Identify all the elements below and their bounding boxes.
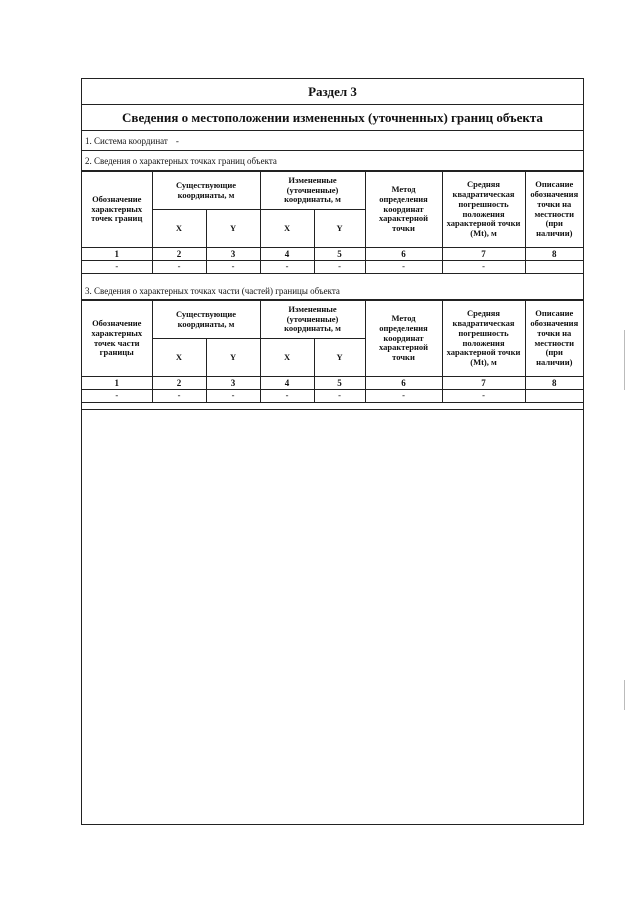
scan-mark	[624, 330, 625, 390]
part-boundary-points-table	[82, 300, 583, 403]
t1-cell: -	[260, 261, 314, 274]
t2-col-number: 7	[442, 377, 525, 390]
t2-header-y-existing: Y	[206, 339, 260, 377]
t1-header-y-changed: Y	[314, 210, 365, 248]
t2-header-changed: Измененные (уточненные) координаты, м	[260, 301, 365, 339]
t1-header-description: Описание обозначения точки на местности (при наличии)	[525, 172, 583, 248]
table-row	[82, 261, 583, 274]
t1-header-y-existing: Y	[206, 210, 260, 248]
t2-col-number: 4	[260, 377, 314, 390]
t1-header-point: Обозначение характерных точек границ	[82, 172, 152, 248]
t1-cell: -	[152, 261, 206, 274]
t2-cell: -	[365, 390, 442, 403]
t1-cell: -	[365, 261, 442, 274]
t1-header-error: Средняя квадратическая погрешность положения характерной точки (Mt), м	[442, 172, 525, 248]
t2-header-existing: Существующие координаты, м	[152, 301, 260, 339]
t1-cell: -	[206, 261, 260, 274]
t1-col-number: 1	[82, 248, 152, 261]
section-title: Раздел 3	[82, 79, 583, 105]
t1-col-number: 8	[525, 248, 583, 261]
table2-caption: 3. Сведения о характерных точках части (частей) границы объекта	[82, 282, 583, 300]
t2-header-x-changed: X	[260, 339, 314, 377]
t2-col-number: 1	[82, 377, 152, 390]
table-row	[82, 390, 583, 403]
t1-cell: -	[442, 261, 525, 274]
t1-cell: -	[82, 261, 152, 274]
t2-col-number: 5	[314, 377, 365, 390]
t1-header-method: Метод определения координат характерной точки	[365, 172, 442, 248]
t2-cell: -	[82, 390, 152, 403]
t2-cell: -	[314, 390, 365, 403]
t2-header-y-changed: Y	[314, 339, 365, 377]
coordinate-system-value: -	[175, 135, 179, 146]
t2-col-number: 8	[525, 377, 583, 390]
t2-cell: -	[152, 390, 206, 403]
t2-header-point: Обозначение характерных точек части границы	[82, 301, 152, 377]
document-frame	[81, 78, 584, 825]
t2-col-number: 6	[365, 377, 442, 390]
t1-header-changed: Измененные (уточненные) координаты, м	[260, 172, 365, 210]
boundary-points-table	[82, 171, 583, 274]
t1-col-number: 2	[152, 248, 206, 261]
t1-col-number: 4	[260, 248, 314, 261]
t2-header-method: Метод определения координат характерной точки	[365, 301, 442, 377]
t1-col-number: 5	[314, 248, 365, 261]
table-bottom-rule	[82, 409, 583, 410]
t2-cell	[525, 390, 583, 403]
t2-col-number: 2	[152, 377, 206, 390]
t2-cell: -	[206, 390, 260, 403]
t1-header-x-existing: X	[152, 210, 206, 248]
t1-col-number: 6	[365, 248, 442, 261]
t2-header-x-existing: X	[152, 339, 206, 377]
t1-cell: -	[314, 261, 365, 274]
t1-cell	[525, 261, 583, 274]
t2-header-description: Описание обозначения точки на местности (при наличии)	[525, 301, 583, 377]
t1-header-existing: Существующие координаты, м	[152, 172, 260, 210]
table-row	[82, 377, 583, 390]
t2-cell: -	[442, 390, 525, 403]
t1-col-number: 7	[442, 248, 525, 261]
t2-header-error: Средняя квадратическая погрешность положения характерной точки (Mt), м	[442, 301, 525, 377]
t1-col-number: 3	[206, 248, 260, 261]
table1-caption: 2. Сведения о характерных точках границ объекта	[82, 151, 583, 171]
t1-header-x-changed: X	[260, 210, 314, 248]
coordinate-system-label: 1. Система координат	[85, 135, 168, 146]
scan-mark	[624, 680, 625, 710]
document-title: Сведения о местоположении измененных (уточненных) границ объекта	[82, 105, 583, 131]
t2-col-number: 3	[206, 377, 260, 390]
t2-cell: -	[260, 390, 314, 403]
table-row	[82, 248, 583, 261]
coordinate-system-line	[82, 131, 583, 151]
